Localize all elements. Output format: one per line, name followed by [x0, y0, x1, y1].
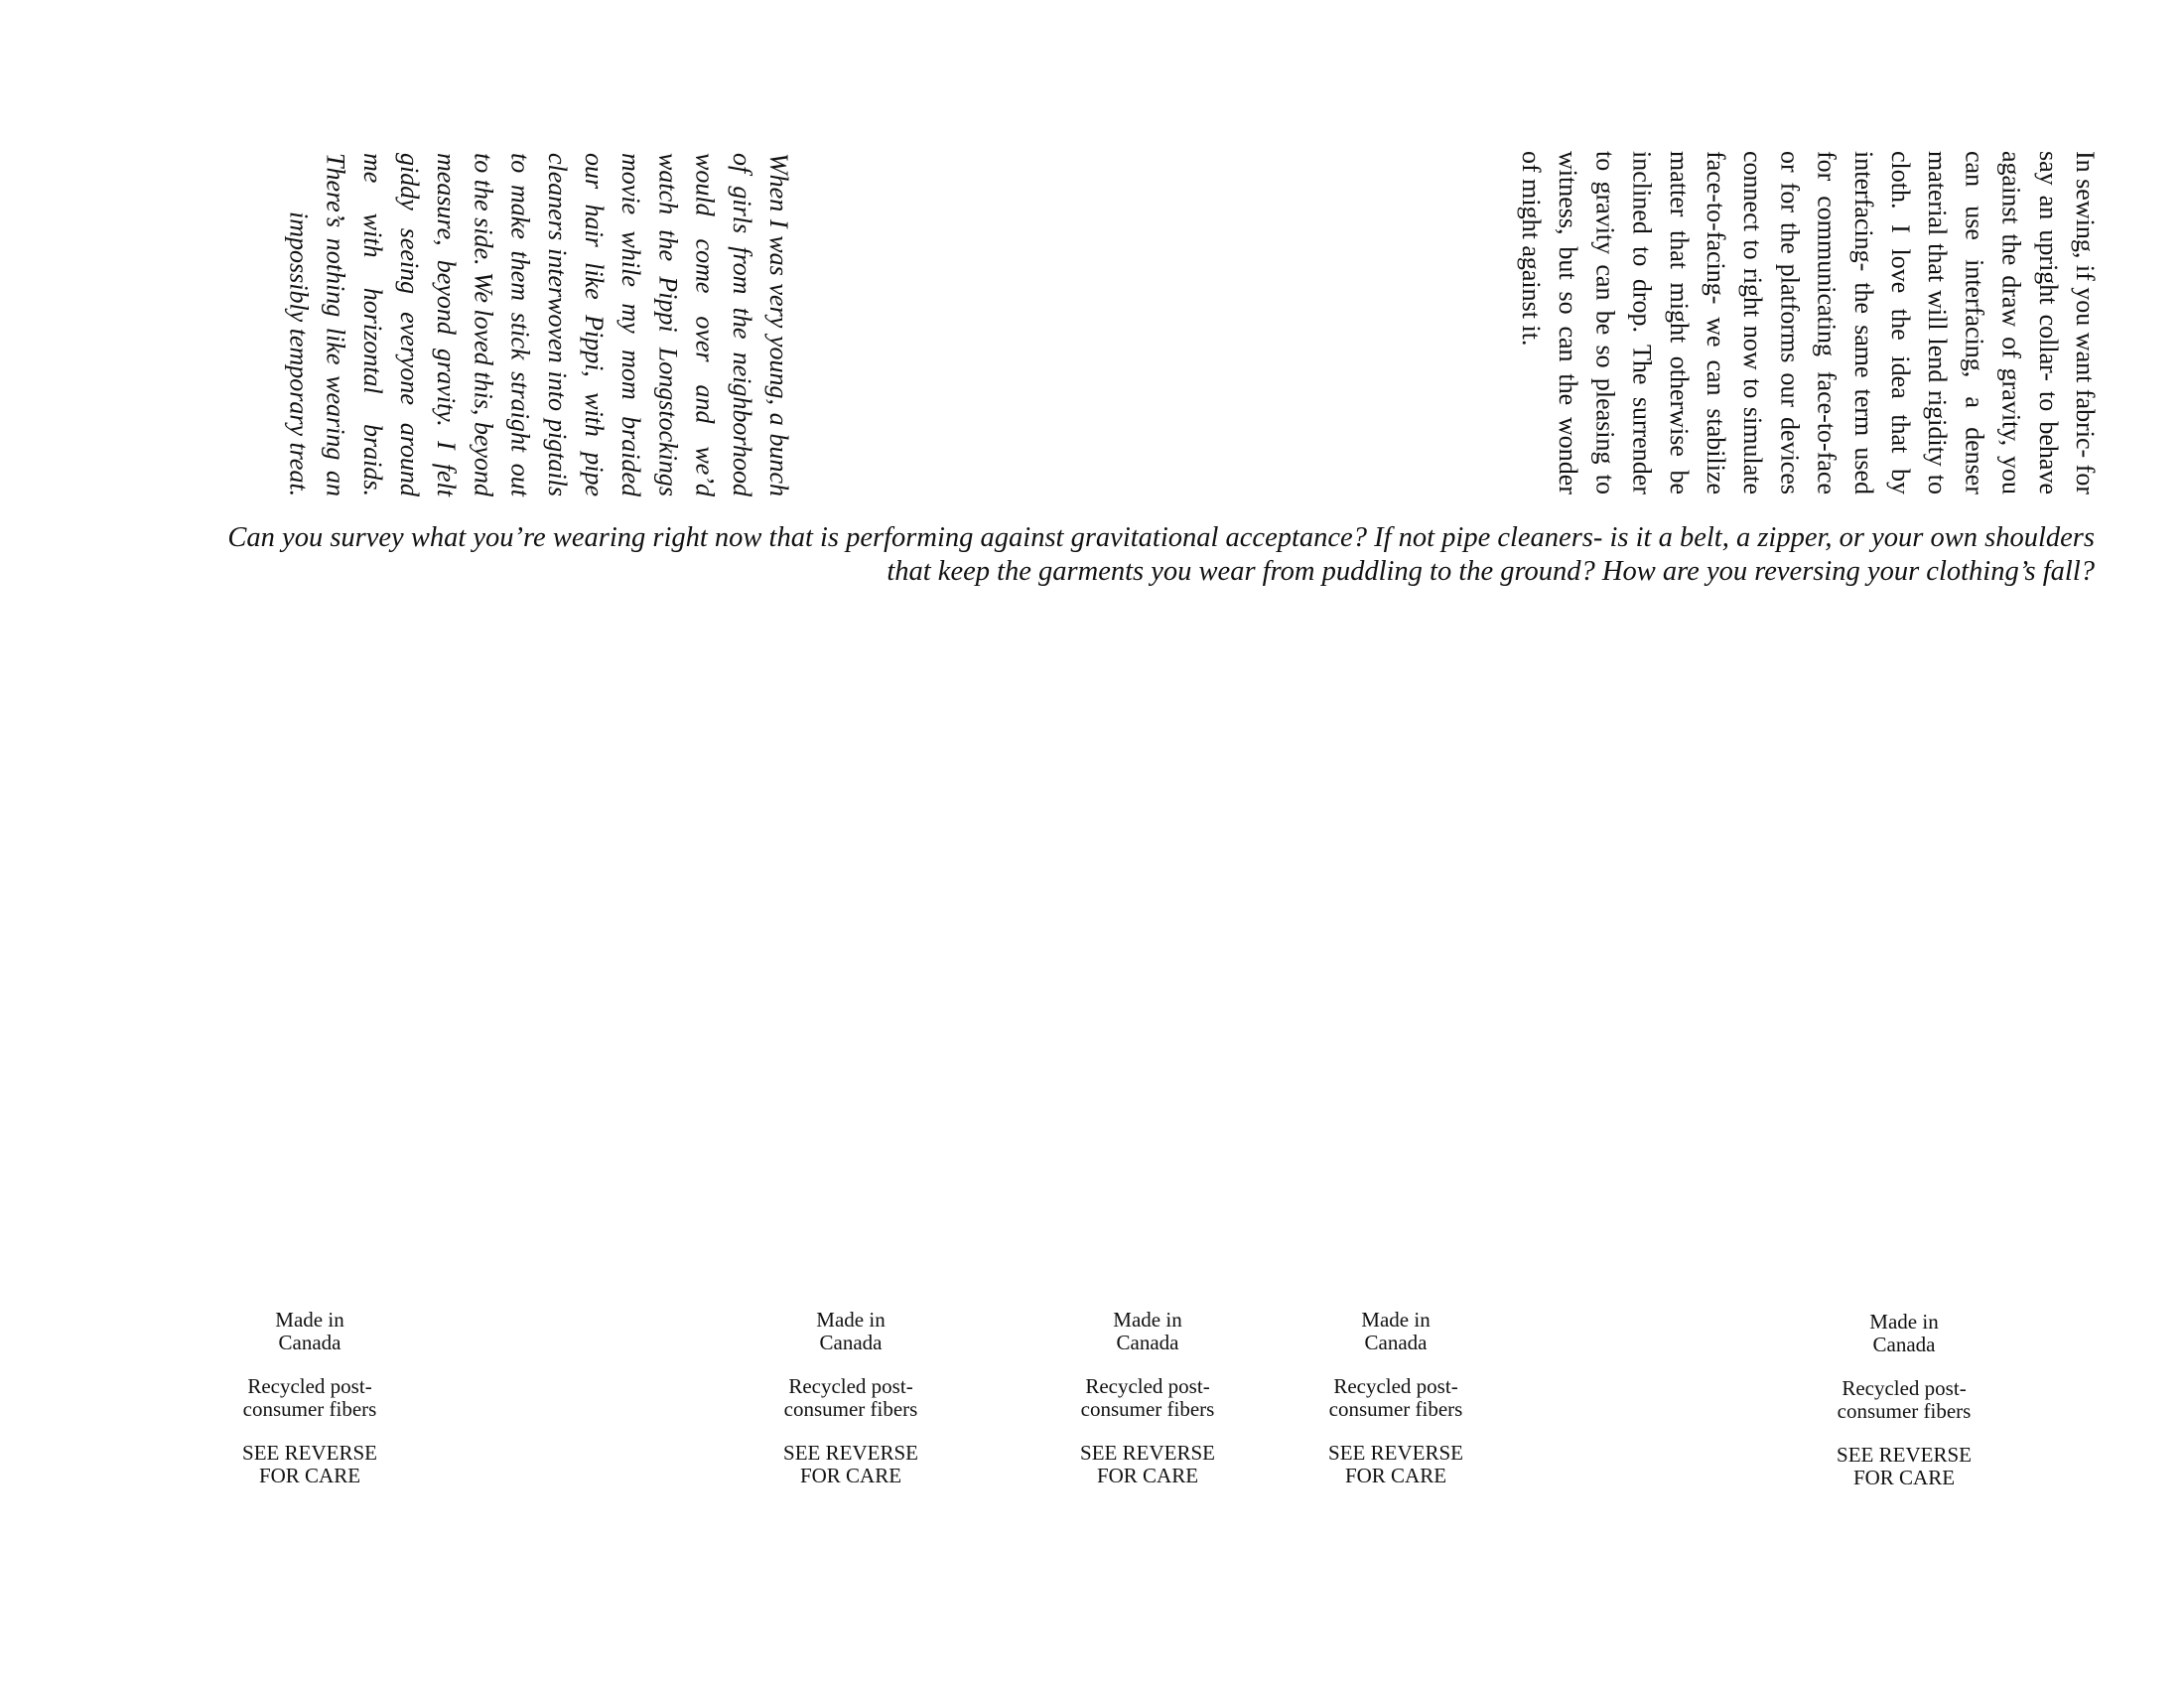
origin-text: Made in Canada [1113, 1308, 1182, 1354]
sewing-text-column: In sewing, if you want fabric- for say an upright collar- to behave against the draw of gravity, you can use interfacing, a denser material that will lend rigidity to cloth. I love the idea that by interfacing- the same term used for communicating face-to-face or for the platforms our devices connect to right now to simulate face-to-facing- we can stabilize matter that might otherwise be inclined to drop. The surrender to gravity can be so pleasing to witness, but so can the wonder of might against it. [1516, 151, 2100, 494]
care-instruction-text: SEE REVERSE FOR CARE [1080, 1441, 1215, 1487]
origin-text: Made in Canada [816, 1308, 886, 1354]
care-instruction-text: SEE REVERSE FOR CARE [1837, 1443, 1972, 1489]
care-instruction-text: SEE REVERSE FOR CARE [242, 1441, 377, 1487]
care-instruction-text: SEE REVERSE FOR CARE [783, 1441, 918, 1487]
care-label [1019, 1309, 1277, 1487]
material-text: Recycled post- consumer fibers [783, 1374, 918, 1421]
care-label [722, 1309, 980, 1487]
origin-text: Made in Canada [275, 1308, 344, 1354]
reflection-question: Can you survey what you’re wearing right now that is performing against gravitational acceptance? If not pipe cleaners- is it a belt, a zipper, or your own shoulders that keep the garments you wear from puddling to the ground? How are you reversing your clothing’s fall? [227, 522, 2095, 587]
care-label [181, 1309, 439, 1487]
memory-text-column: When I was very young, a bunch of girls from the neighborhood would come over and we’d watch the Pippi Longstockings movie while my mom braided our hair like Pippi, with pipe cleaners interwoven into pigtails to make them stick straight out to the side. We loved this, beyond measure, beyond gravity. I felt giddy seeing everyone around me with horizontal braids. There’s nothing like wearing an impossibly temporary treat. [284, 153, 793, 496]
material-text: Recycled post- consumer fibers [1328, 1374, 1463, 1421]
care-label [1267, 1309, 1525, 1487]
origin-text: Made in Canada [1869, 1310, 1939, 1356]
material-text: Recycled post- consumer fibers [1080, 1374, 1215, 1421]
care-label [1775, 1311, 2033, 1489]
material-text: Recycled post- consumer fibers [242, 1374, 377, 1421]
care-instruction-text: SEE REVERSE FOR CARE [1328, 1441, 1463, 1487]
origin-text: Made in Canada [1361, 1308, 1431, 1354]
material-text: Recycled post- consumer fibers [1837, 1376, 1972, 1423]
